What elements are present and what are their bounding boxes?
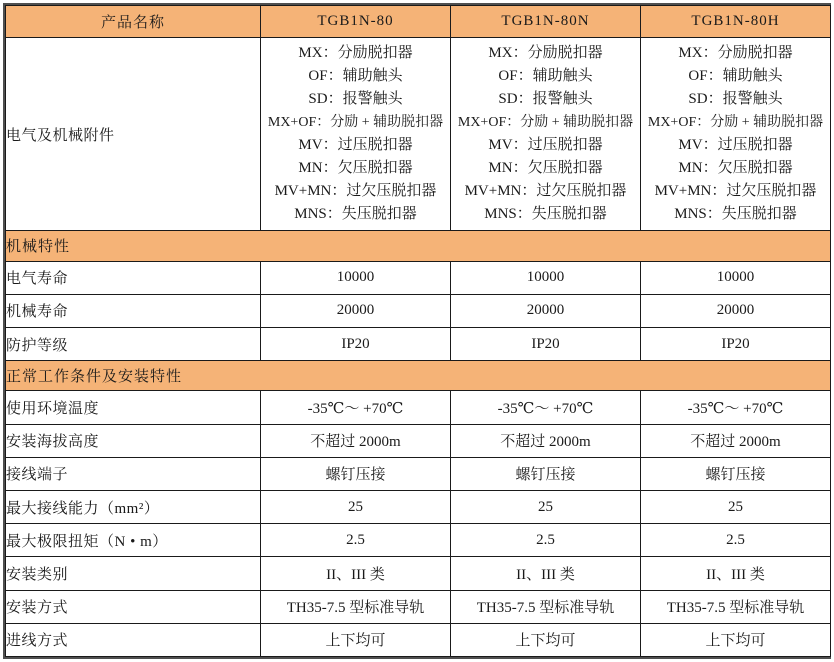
- row-label: 最大接线能力（mm²）: [6, 490, 261, 523]
- row-label: 使用环境温度: [6, 391, 261, 424]
- cell-value: -35℃～ +70℃: [641, 391, 831, 424]
- cell-value: 20000: [451, 294, 641, 327]
- spec-row-ambient-temperature: [6, 391, 831, 424]
- section-title-operating-conditions: 正常工作条件及安装特性: [6, 361, 831, 391]
- row-label: 接线端子: [6, 457, 261, 490]
- accessory-line: MN：欠压脱扣器: [488, 160, 603, 177]
- cell-value: 2.5: [641, 524, 831, 557]
- accessory-line: MV：过压脱扣器: [298, 137, 413, 154]
- spec-row-terminal-type: [6, 457, 831, 490]
- cell-value: 10000: [641, 261, 831, 294]
- spec-row-wire-entry: [6, 623, 831, 656]
- cell-value: -35℃～ +70℃: [451, 391, 641, 424]
- accessory-line: MV+MN：过欠压脱扣器: [274, 183, 437, 200]
- accessories-cell-col3: [641, 38, 831, 231]
- cell-value: 不超过 2000m: [641, 424, 831, 457]
- spec-row-max-torque: [6, 524, 831, 557]
- cell-value: 25: [261, 490, 451, 523]
- row-label: 安装海拔高度: [6, 424, 261, 457]
- product-spec-table-frame: [3, 3, 831, 659]
- cell-value: TH35-7.5 型标准导轨: [451, 590, 641, 623]
- row-label: 进线方式: [6, 623, 261, 656]
- spec-row-mounting-method: [6, 590, 831, 623]
- accessory-line: MX：分励脱扣器: [678, 45, 793, 62]
- accessory-line: OF：辅助触头: [308, 68, 403, 85]
- accessory-line: MV：过压脱扣器: [678, 137, 793, 154]
- cell-value: II、III 类: [451, 557, 641, 590]
- product-name-header: 产品名称: [6, 6, 261, 38]
- accessory-line: MN：欠压脱扣器: [678, 160, 793, 177]
- cell-value: II、III 类: [641, 557, 831, 590]
- accessories-cell-col2: [451, 38, 641, 231]
- accessory-line: MNS：失压脱扣器: [484, 206, 607, 223]
- accessories-row: [6, 38, 831, 231]
- cell-value: 10000: [261, 261, 451, 294]
- spec-row-max-wire-capacity: [6, 490, 831, 523]
- cell-value: 不超过 2000m: [451, 424, 641, 457]
- accessory-line: MX+OF：分励 + 辅助脱扣器: [457, 115, 634, 131]
- accessory-line: MNS：失压脱扣器: [674, 206, 797, 223]
- accessories-cell-col1: [261, 38, 451, 231]
- spec-row-installation-category: [6, 557, 831, 590]
- cell-value: 25: [641, 490, 831, 523]
- accessory-line: MN：欠压脱扣器: [298, 160, 413, 177]
- spec-row-electrical-life: [6, 261, 831, 294]
- cell-value: 20000: [261, 294, 451, 327]
- column-header-tgb1n-80h: TGB1N-80H: [641, 6, 831, 38]
- accessory-line: SD：报警触头: [308, 91, 403, 108]
- spec-row-protection-rating: [6, 327, 831, 360]
- accessory-line: MX：分励脱扣器: [488, 45, 603, 62]
- product-spec-table: [5, 5, 831, 657]
- cell-value: 螺钉压接: [641, 457, 831, 490]
- accessory-line: MX+OF：分励 + 辅助脱扣器: [647, 115, 824, 131]
- accessory-line: MX+OF：分励 + 辅助脱扣器: [267, 115, 444, 131]
- cell-value: IP20: [261, 327, 451, 360]
- row-label: 最大极限扭矩（N • m）: [6, 524, 261, 557]
- accessory-line: OF：辅助触头: [498, 68, 593, 85]
- row-label: 安装类别: [6, 557, 261, 590]
- row-label: 安装方式: [6, 590, 261, 623]
- column-header-tgb1n-80: TGB1N-80: [261, 6, 451, 38]
- cell-value: 2.5: [451, 524, 641, 557]
- cell-value: -35℃～ +70℃: [261, 391, 451, 424]
- accessory-line: MV+MN：过欠压脱扣器: [464, 183, 627, 200]
- cell-value: 上下均可: [641, 623, 831, 656]
- cell-value: TH35-7.5 型标准导轨: [641, 590, 831, 623]
- cell-value: 上下均可: [261, 623, 451, 656]
- cell-value: II、III 类: [261, 557, 451, 590]
- cell-value: 螺钉压接: [451, 457, 641, 490]
- accessory-line: SD：报警触头: [688, 91, 783, 108]
- accessory-line: MNS：失压脱扣器: [294, 206, 417, 223]
- section-row-mechanical: [6, 231, 831, 261]
- accessory-line: MV+MN：过欠压脱扣器: [654, 183, 817, 200]
- cell-value: 不超过 2000m: [261, 424, 451, 457]
- accessory-line: MX：分励脱扣器: [298, 45, 413, 62]
- accessories-row-label: 电气及机械附件: [6, 38, 261, 231]
- section-row-operating-conditions: [6, 361, 831, 391]
- section-title-mechanical: 机械特性: [6, 231, 831, 261]
- cell-value: 螺钉压接: [261, 457, 451, 490]
- header-row: [6, 6, 831, 38]
- accessory-line: OF：辅助触头: [688, 68, 783, 85]
- accessory-line: MV：过压脱扣器: [488, 137, 603, 154]
- row-label: 防护等级: [6, 327, 261, 360]
- cell-value: TH35-7.5 型标准导轨: [261, 590, 451, 623]
- cell-value: 20000: [641, 294, 831, 327]
- cell-value: IP20: [641, 327, 831, 360]
- cell-value: 10000: [451, 261, 641, 294]
- cell-value: 上下均可: [451, 623, 641, 656]
- cell-value: 25: [451, 490, 641, 523]
- column-header-tgb1n-80n: TGB1N-80N: [451, 6, 641, 38]
- cell-value: 2.5: [261, 524, 451, 557]
- spec-row-installation-altitude: [6, 424, 831, 457]
- row-label: 电气寿命: [6, 261, 261, 294]
- cell-value: IP20: [451, 327, 641, 360]
- spec-row-mechanical-life: [6, 294, 831, 327]
- row-label: 机械寿命: [6, 294, 261, 327]
- accessory-line: SD：报警触头: [498, 91, 593, 108]
